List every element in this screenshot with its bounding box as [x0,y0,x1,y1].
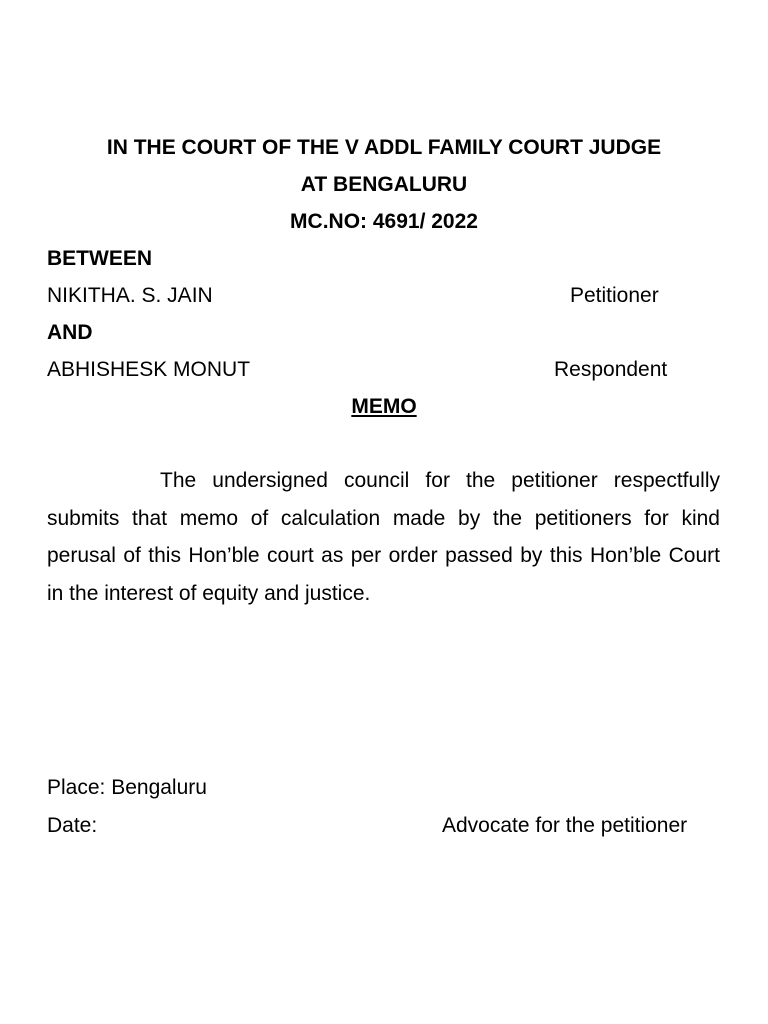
respondent-role: Respondent [554,358,668,381]
and-label: AND [47,321,93,344]
place-line: Place: Bengaluru [47,776,207,799]
respondent-name: ABHISHESK MONUT [47,358,251,381]
case-number: MC.NO: 4691/ 2022 [290,210,478,233]
memo-body: The undersigned council for the petitioner respectfully submits that memo of calculation made by the petitioners for kind perusal of this Hon’ble court as per order passed by this Hon’ble Court in the interest of equity and justice. [47,469,720,605]
petitioner-role: Petitioner [570,284,659,307]
court-location: AT BENGALURU [300,173,468,196]
petitioner-name: NIKITHA. S. JAIN [47,284,213,307]
date-label: Date: [47,814,98,837]
between-label: BETWEEN [47,247,152,270]
advocate-signature: Advocate for the petitioner [442,814,688,837]
court-heading: IN THE COURT OF THE V ADDL FAMILY COURT JUDGE [106,136,662,159]
memo-title: MEMO [351,395,417,418]
